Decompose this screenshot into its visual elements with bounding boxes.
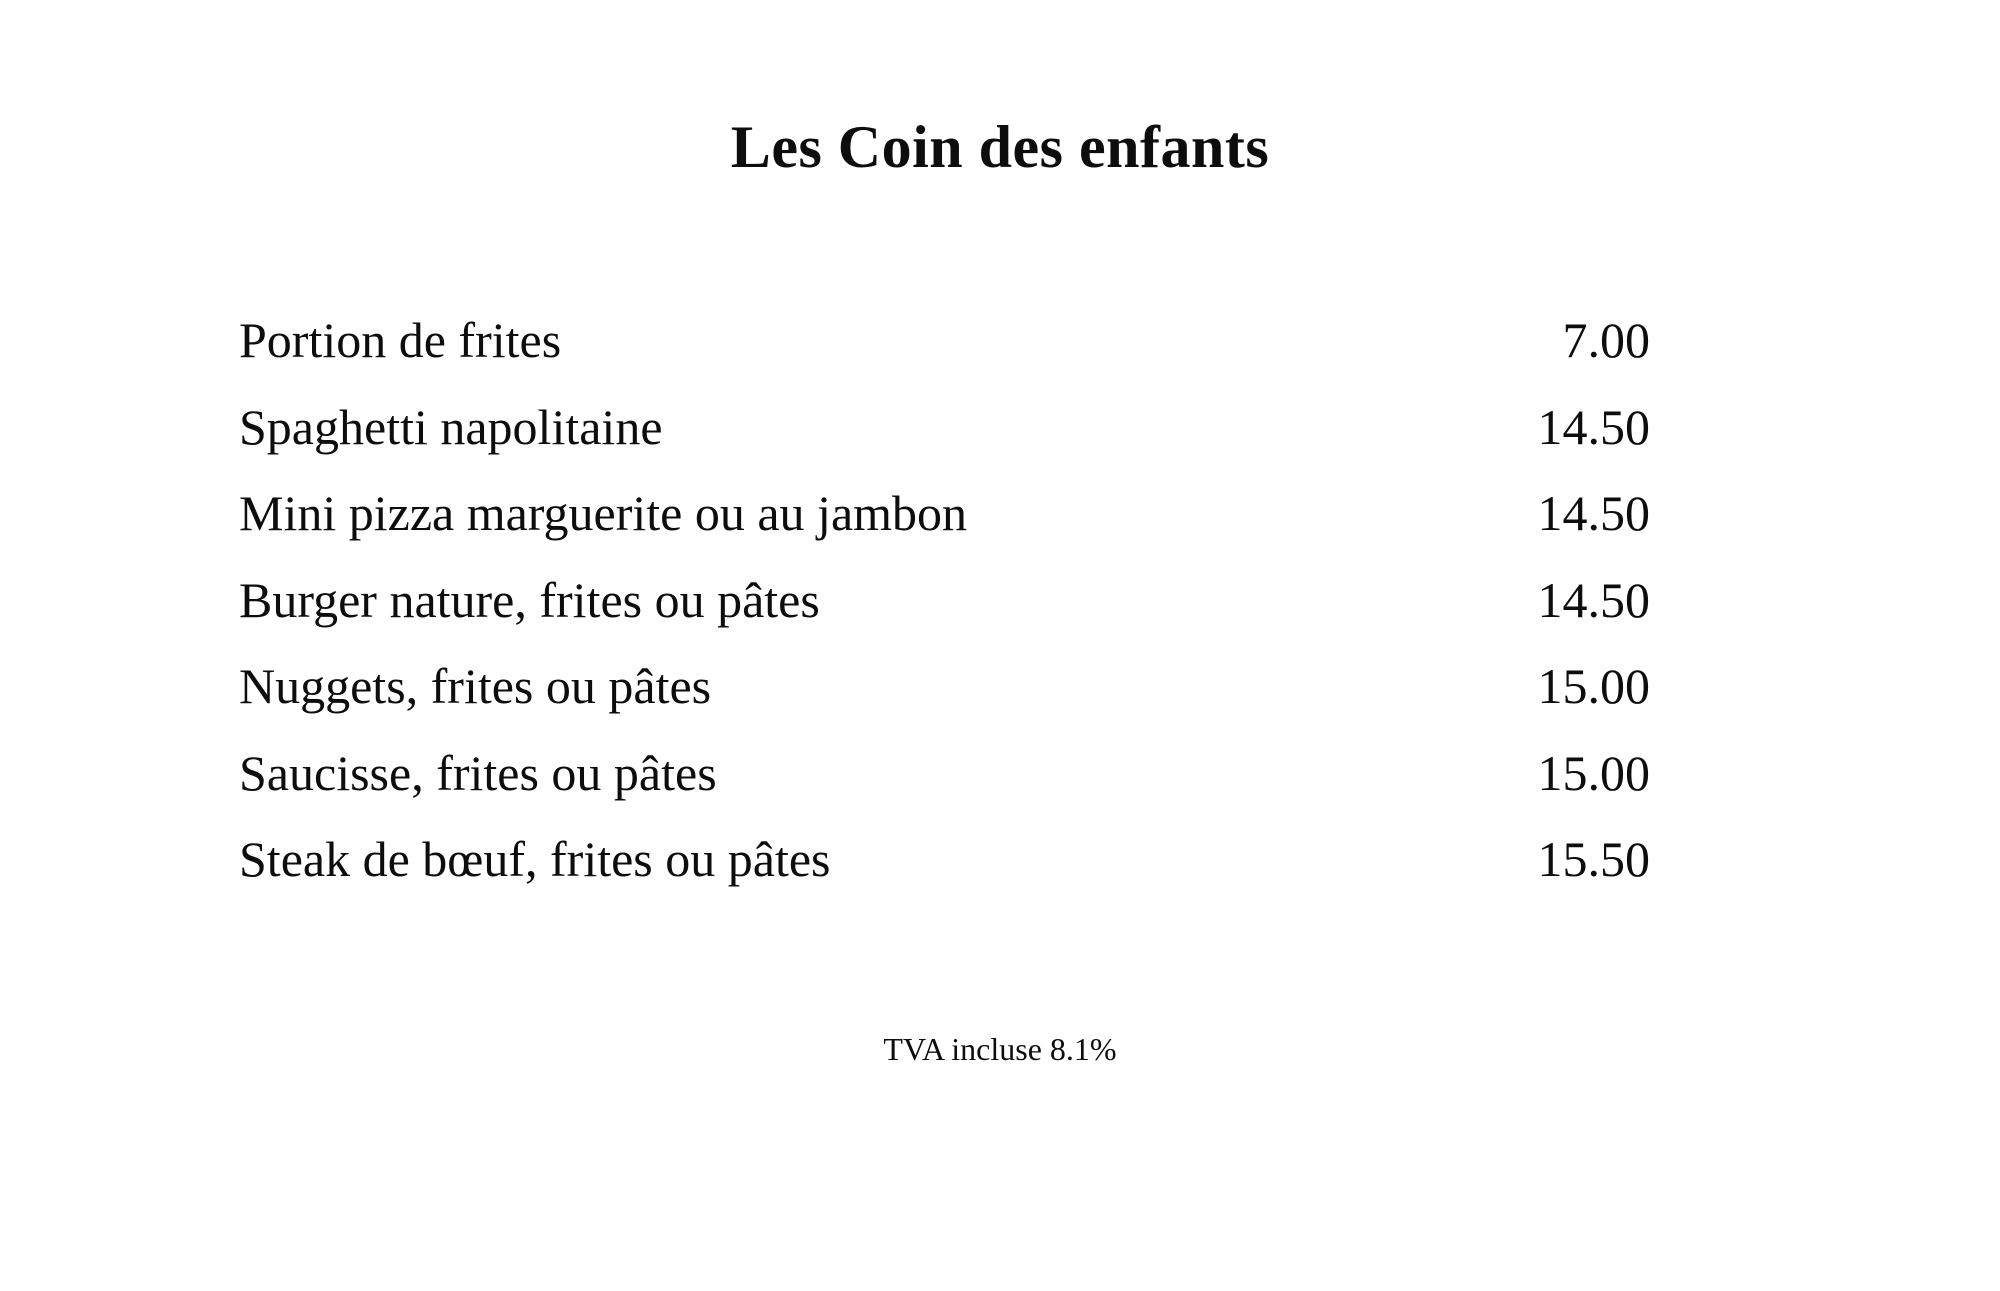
- menu-item-price: 14.50: [1537, 571, 1650, 628]
- menu-item-price: 15.00: [1537, 744, 1650, 801]
- menu-item-price: 14.50: [1537, 485, 1650, 542]
- menu-item-name: Mini pizza marguerite ou au jambon: [239, 485, 968, 542]
- menu-item-name: Saucisse, frites ou pâtes: [239, 744, 717, 801]
- menu-item-price: 7.00: [1562, 312, 1650, 369]
- page-title: Les Coin des enfants: [730, 114, 1270, 180]
- menu-item-name: Portion de frites: [239, 312, 562, 369]
- menu-item-name: Burger nature, frites ou pâtes: [239, 571, 820, 628]
- menu-item-row: [239, 816, 1650, 903]
- menu-item-price: 14.50: [1537, 398, 1650, 455]
- menu-item-row: [239, 297, 1650, 384]
- menu-item-row: [239, 384, 1650, 471]
- menu-item-name: Spaghetti napolitaine: [239, 398, 663, 455]
- vat-note: TVA incluse 8.1%: [883, 1031, 1117, 1067]
- menu-item-name: Steak de bœuf, frites ou pâtes: [239, 831, 831, 888]
- menu-item-row: [239, 730, 1650, 817]
- menu-item-row: [239, 557, 1650, 644]
- menu-item-row: [239, 470, 1650, 557]
- menu-item-row: [239, 643, 1650, 730]
- menu-item-list: [239, 297, 1650, 903]
- menu-item-price: 15.50: [1537, 831, 1650, 888]
- menu-item-price: 15.00: [1537, 658, 1650, 715]
- menu-item-name: Nuggets, frites ou pâtes: [239, 658, 712, 715]
